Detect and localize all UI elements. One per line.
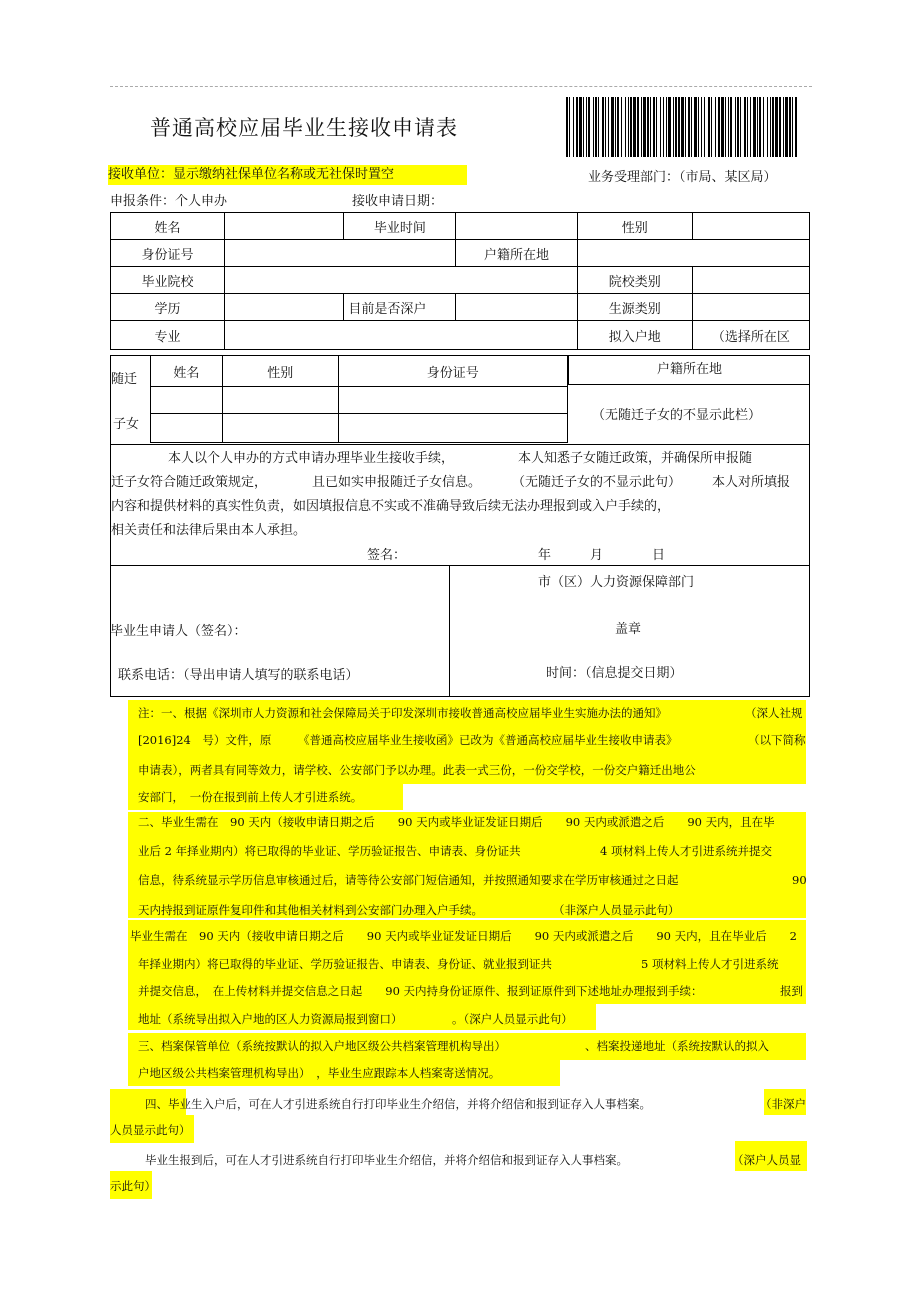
note2-line2a: 业后 2 年择业期内）将已取得的毕业证、学历验证报告、申请表、身份证共 [138, 844, 521, 858]
label-hukou: 户籍所在地 [456, 240, 577, 267]
note2b-line3a: 并提交信息， 在上传材料并提交信息之日起 90 天内持身份证原件、报到证原件到下述地址办理报到手续： [138, 984, 703, 998]
note2b-line4b: 。（深户人员显示此句） [452, 1012, 573, 1026]
children-col-hukou: 户籍所在地 [568, 355, 810, 385]
note2b-line3b: 报到 [780, 984, 803, 998]
decl-line2b: 且已如实申报随迁子女信息。 [312, 475, 482, 490]
label-gender: 性别 [577, 213, 692, 240]
children-label-2: 子女 [113, 417, 140, 432]
decl-line2c: （无随迁子女的不显示此句） [512, 475, 682, 490]
children-label-1: 随迁 [111, 372, 138, 387]
submit-time: 时间：（信息提交日期） [546, 666, 683, 681]
note5-line1a: 毕业生报到后，可在人才引进系统自行打印毕业生介绍信，并将介绍信和报到证存入人事档案。 [145, 1153, 628, 1167]
label-in-sz: 目前是否深户 [344, 294, 456, 321]
apply-date-label: 接收申请日期： [352, 194, 444, 209]
children-col-gender: 性别 [222, 356, 338, 387]
info-table [110, 212, 810, 350]
input-education[interactable] [225, 294, 344, 321]
input-id-no[interactable] [225, 240, 456, 267]
seal-label: 盖章 [615, 622, 642, 637]
label-education: 学历 [111, 294, 225, 321]
input-source-type[interactable] [692, 294, 809, 321]
condition-label: 申报条件：个人申办 [110, 194, 228, 209]
day-label: 日 [652, 548, 666, 563]
note3-line2: 户地区级公共档案管理机构导出） ，毕业生应跟踪本人档案寄送情况。 [138, 1066, 501, 1080]
input-name[interactable] [225, 213, 344, 240]
decl-line2d: 本人对所填报 [712, 475, 791, 490]
input-hukou[interactable] [577, 240, 809, 267]
year-label: 年 [538, 548, 552, 563]
children-col-name: 姓名 [151, 356, 223, 387]
label-school-type: 院校类别 [577, 267, 692, 294]
children-col-id: 身份证号 [338, 356, 567, 387]
note3-line1b: 、档案投递地址（系统按默认的拟入 [585, 1039, 769, 1053]
children-input-name-2[interactable] [151, 414, 223, 443]
applicant-phone: 联系电话：（导出申请人填写的联系电话） [118, 668, 359, 683]
receiving-unit: 接收单位：显示缴纳社保单位名称或无社保时置空 [108, 165, 467, 185]
select-target-hukou[interactable]: （选择所在区 [692, 321, 809, 350]
input-school-type[interactable] [692, 267, 809, 294]
children-input-id[interactable] [338, 387, 567, 414]
note2b-line4a: 地址（系统导出拟入户地的区人力资源局报到窗口） [138, 1012, 403, 1026]
decl-line3: 内容和提供材料的真实性负责，如因填报信息不实或不准确导致后续无法办理报到或入户手续的， [111, 499, 671, 514]
note1-line3: 申请表），两者具有同等效力，请学校、公安部门予以办理。此表一式三份，一份交学校，一份交户籍迁出地公 [138, 763, 696, 777]
input-gender[interactable] [692, 213, 809, 240]
decl-line1a: 本人以个人申办的方式申请办理毕业生接收手续， [168, 451, 455, 466]
input-school[interactable] [225, 267, 578, 294]
children-table [150, 355, 568, 443]
note1-line2b: 《普通高校应届毕业生接收函》已改为《普通高校应届毕业生接收申请表》 [298, 733, 678, 747]
note1-line2a: [2016]24 号）文件，原 [138, 733, 272, 747]
applicant-sign: 毕业生申请人（签名）： [110, 624, 247, 639]
note2b-line2a: 年择业期内）将已取得的毕业证、学历验证报告、申请表、身份证、就业报到证共 [138, 957, 552, 971]
note2-line2b: 4 项材料上传人才引进系统并提交 [600, 844, 772, 858]
note4-line1b: （非深户 [760, 1097, 806, 1111]
label-source-type: 生源类别 [577, 294, 692, 321]
note2-line3b: 90 [792, 873, 807, 887]
note4-line2: 人员显示此句） [110, 1123, 191, 1137]
label-target-hukou: 拟入户地 [577, 321, 692, 350]
note5-line1b: （深户人员显 [732, 1153, 801, 1167]
label-major: 专业 [111, 321, 225, 350]
note2-line1: 二、毕业生需在 90 天内（接收申请日期之后 90 天内或毕业证发证日期后 90 天内或派遣之后 90 天内，且在毕 [138, 815, 775, 829]
barcode-image [566, 97, 800, 157]
decl-line1b: 本人知悉子女随迁政策，并确保所申报随 [518, 451, 753, 466]
note4-line1a: 四、毕业生入户后，可在人才引进系统自行打印毕业生介绍信，并将介绍信和报到证存入人事档案。 [145, 1097, 651, 1111]
note1-line4: 安部门， 一份在报到前上传人才引进系统。 [138, 790, 363, 804]
children-input-gender[interactable] [222, 387, 338, 414]
label-grad-time: 毕业时间 [344, 213, 456, 240]
no-children-note: （无随迁子女的不显示此栏） [592, 408, 762, 423]
decl-line2a: 迁子女符合随迁政策规定， [111, 475, 268, 490]
input-major[interactable] [225, 321, 578, 350]
note2-line4a: 天内持报到证原件复印件和其他相关材料到公安部门办理入户手续。 [138, 903, 483, 917]
note2b-line1: 毕业生需在 90 天内（接收申请日期之后 90 天内或毕业证发证日期后 90 天内或派遣之后 90 天内，且在毕业后 2 [130, 929, 797, 943]
children-input-gender-2[interactable] [222, 414, 338, 443]
label-id-no: 身份证号 [111, 240, 225, 267]
note1-line1b: （深人社规 [745, 706, 803, 720]
hr-dept-label: 市（区）人力资源保障部门 [538, 575, 695, 590]
sign-label: 签名： [367, 548, 407, 563]
input-in-sz[interactable] [456, 294, 577, 321]
signature-divider [449, 565, 450, 697]
barcode-bar [797, 97, 798, 157]
note2-line4b: （非深户人员显示此句） [553, 903, 680, 917]
note2b-line2b: 5 项材料上传人才引进系统 [641, 957, 779, 971]
note2-line3a: 信息，待系统显示学历信息审核通过后，请等待公安部门短信通知，并按照通知要求在学历审核通过之日起 [138, 873, 679, 887]
children-input-name[interactable] [151, 387, 223, 414]
top-divider [110, 86, 812, 87]
input-grad-time[interactable] [456, 213, 577, 240]
form-title: 普通高校应届毕业生接收申请表 [150, 116, 458, 140]
note1-line2c: （以下简称 [748, 733, 806, 747]
note1-line1a: 注：一、根据《深圳市人力资源和社会保障局关于印发深圳市接收普通高校应届毕业生实施办法的通知》 [138, 706, 667, 720]
note5-line2: 示此句） [110, 1179, 156, 1193]
dept-label: 业务受理部门：（市局、某区局） [588, 170, 777, 185]
children-input-id-2[interactable] [338, 414, 567, 443]
label-name: 姓名 [111, 213, 225, 240]
note3-line1a: 三、档案保管单位（系统按默认的拟入户地区级公共档案管理机构导出） [138, 1039, 506, 1053]
label-school: 毕业院校 [111, 267, 225, 294]
month-label: 月 [590, 548, 604, 563]
decl-line4: 相关责任和法律后果由本人承担。 [111, 523, 307, 538]
